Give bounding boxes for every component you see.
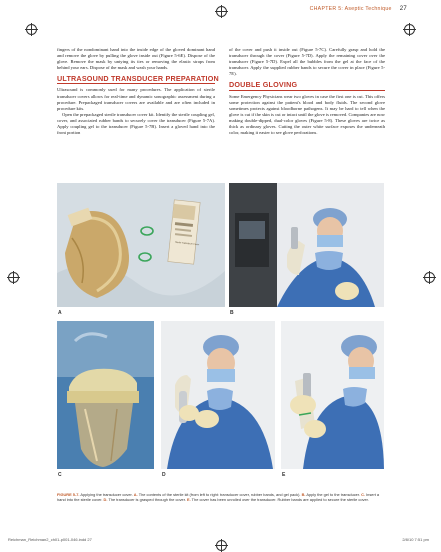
right-intro-paragraph: of the cover and push it inside out (Figure 5-7C). Carefully grasp and hold the transducer through the cover (Figure 5-7D). Apply the remaining cover over the transducer (Figure 5-7D). Expel all the bubbles from the gel at the face of the transducer. Apply the supplied rubber bands to secure the cover in place (Figure 5-7E). [229,47,385,77]
caption-letter-d: D. [103,497,108,503]
caption-letter-e: E. [186,497,191,503]
caption-figure-number: FIGURE 5-7. [57,492,80,497]
footer-timestamp: 2/8/10 7:51 pm [402,537,429,542]
registration-mark-top-left [26,24,37,35]
photo-c-hand-in-cover [57,321,154,469]
double-gloving-paragraph: Some Emergency Physicians wear two gloves in case the first one is cut. This offers some protection against the patient's blood and body fluids. The second glove sometimes protects against bloodborne pathogens. It may be hard to tell when the glove is cut if the skin is cut or intact until the glove is removed. Companies are now making double-dipped, dual-color gloves (Figure 5-8). These gloves are twice as thick as ordinary gloves. Cutting the outer white surface exposes the underneath color, making it easier to see glove perforations. [229,93,385,136]
photo-a-kit-contents [57,183,225,307]
caption-text-d: The transducer is grasped through the cover. [108,497,186,503]
photo-d-grasp-transducer [161,321,275,469]
photo-b-illustration [229,183,384,307]
caption-letter-c: C. [361,492,365,497]
figure-label-e: E [282,472,286,478]
right-column [229,47,385,136]
chapter-title: CHAPTER 5: Aseptic Technique [309,6,392,12]
figure-label-b: B [230,310,234,316]
registration-mark-right [424,272,435,283]
ultrasound-paragraph-2: Open the prepackaged sterile transducer cover kit. Identify the sterile coupling gel, cover, and associated rubber bands to securely cover the transducer (Figure 5-7A). Apply coupling gel to the transducer (Figure 5-7B). Insert a gloved hand into the front portion [57,111,215,136]
left-column [57,47,219,136]
photo-e-secure-cover [281,321,384,469]
footer-file-slug: Reichman_Reichman2_ch01-p001-046.indd 27 [8,537,92,542]
ultrasound-paragraph-1: Ultrasound is commonly used for many procedures. The application of sterile transducer covers allows for real-time and dynamic sonographic assessment during a procedure. Prepackaged transducer covers are available and are often included in procedure kits. [57,87,215,111]
section-heading-ultrasound: ULTRASOUND TRANSDUCER PREPARATION [57,74,219,84]
registration-mark-bottom-center [216,540,227,551]
caption-letter-b: B. [301,492,306,497]
registration-mark-top-right [404,24,415,35]
figure-label-c: C [58,472,62,478]
caption-title: Applying the transducer cover. [80,492,133,497]
figure-label-a: A [58,310,62,316]
kit-label-text: Sterile Transducer Cover [174,241,200,247]
caption-letter-a: A. [133,492,138,497]
registration-mark-left [8,272,19,283]
page-number: 27 [399,6,407,12]
caption-text-a: The contents of the sterile kit (from left to right: transducer cover, rubber bands, and gel pack). [138,492,301,497]
photo-c-illustration [57,321,154,469]
photo-b-apply-gel [229,183,384,307]
photo-d-illustration [161,321,275,469]
photo-e-illustration [281,321,384,469]
running-head [310,6,407,12]
figure-label-d: D [162,472,166,478]
left-intro-paragraph: fingers of the nondominant hand into the inside edge of the gloved dominant hand and remove the glove by pulling the glove inside out (Figure 5-6E). Dispose of the glove. Remove the mask by untying its ties or removing the elastic straps from behind your ears. Dispose of the mask and wash your hands. [57,47,215,71]
caption-text-e: The cover has been unrolled over the transducer. Rubber bands are applied to secure the sterile cover. [191,497,369,503]
registration-mark-top-center [216,6,227,17]
caption-text-b: Apply the gel to the transducer. [306,492,360,497]
caption-text-c: Insert a hand into the sterile cover. [57,492,380,503]
figure-caption [57,492,383,502]
section-heading-double-gloving: DOUBLE GLOVING [229,82,385,90]
